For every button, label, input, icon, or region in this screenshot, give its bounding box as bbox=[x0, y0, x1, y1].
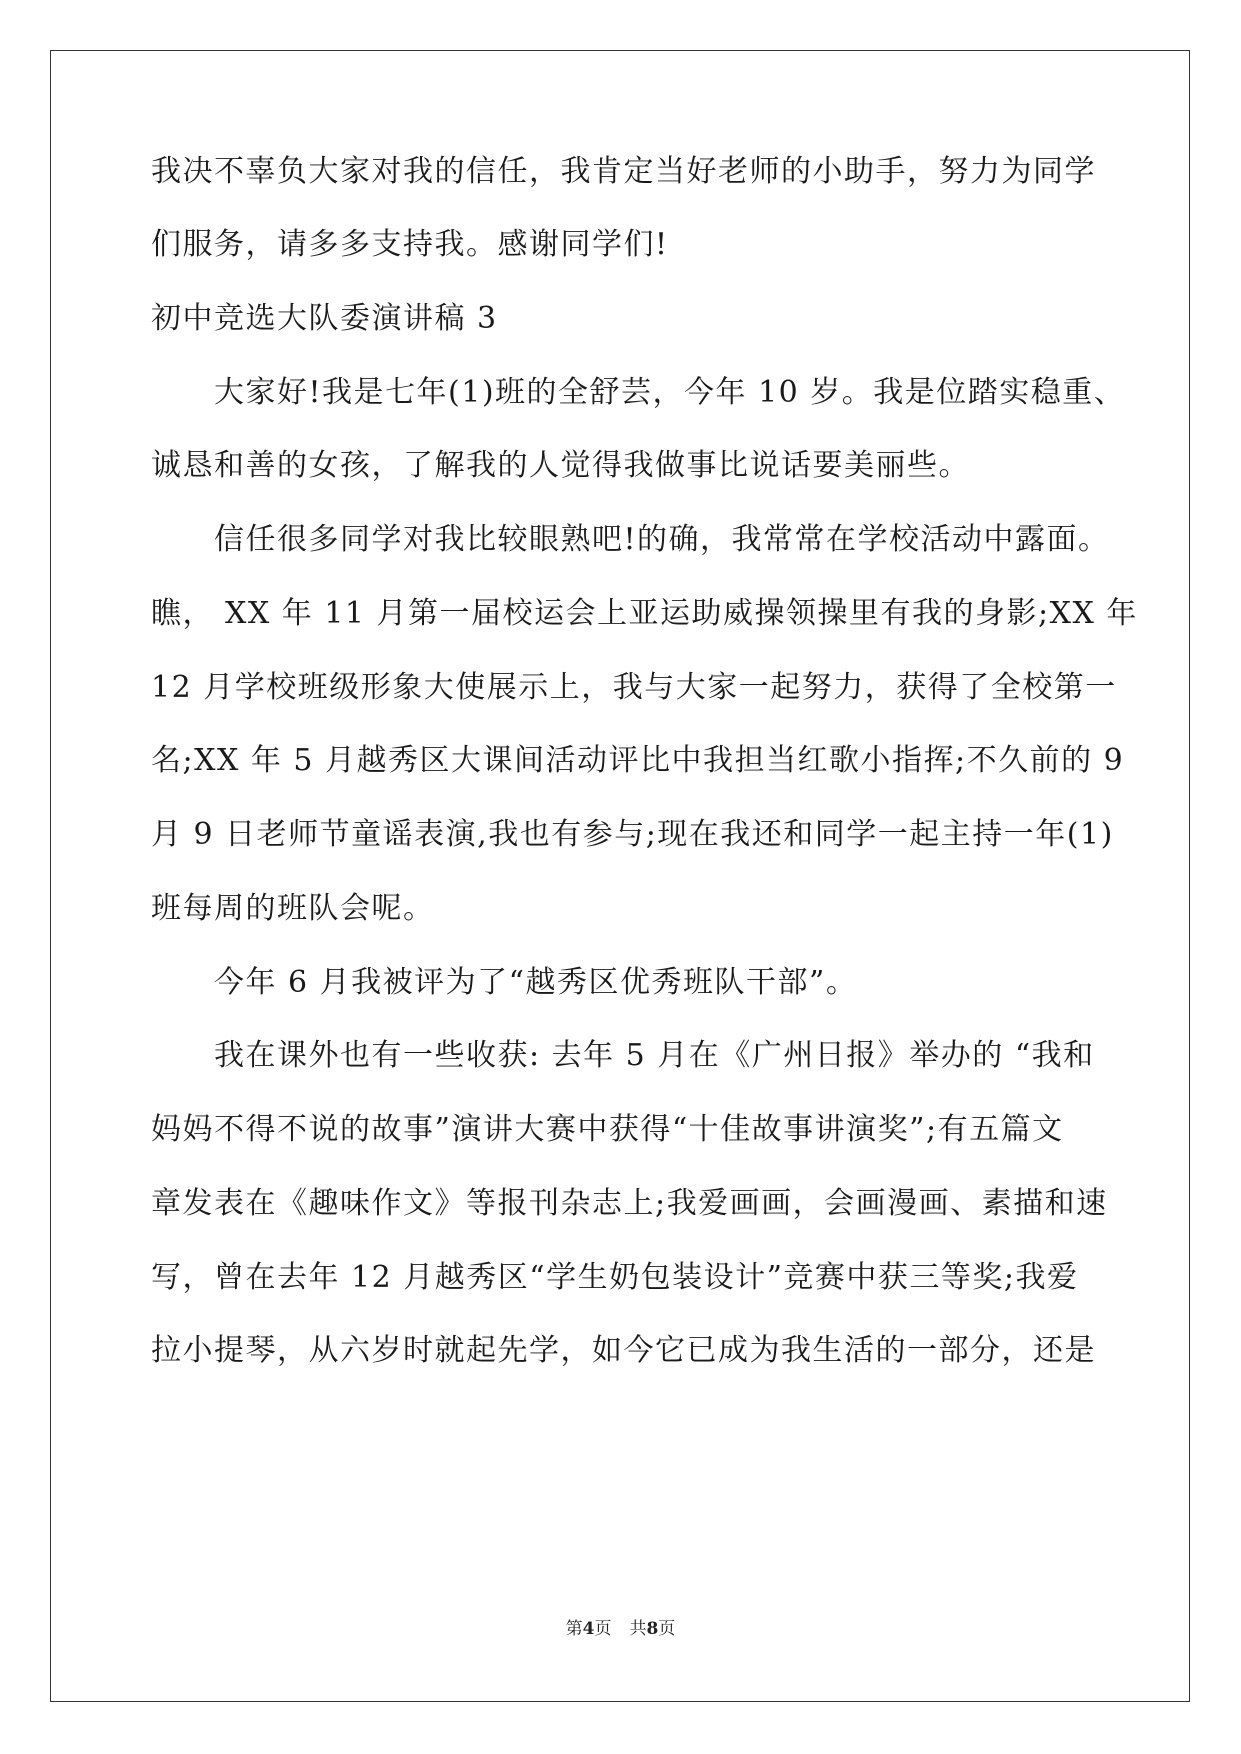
text-line: 班每周的班队会呢。 bbox=[151, 891, 435, 926]
footer-page-suffix: 页 bbox=[594, 1619, 612, 1639]
page-footer bbox=[0, 1618, 1241, 1640]
section-title: 初中竞选大队委演讲稿 3 bbox=[151, 301, 498, 336]
text-line: 诚恳和善的女孩，了解我的人觉得我做事比说话要美丽些。 bbox=[151, 448, 970, 483]
footer-page-prefix: 第 bbox=[565, 1619, 583, 1639]
text-line: 我在课外也有一些收获: 去年 5 月在《广州日报》举办的 “我和 bbox=[151, 1038, 1095, 1073]
footer-total-prefix: 共 bbox=[629, 1619, 647, 1639]
text-line: 月 9 日老师节童谣表演,我也有参与;现在我还和同学一起主持一年(1) bbox=[151, 817, 1114, 852]
text-line: 大家好!我是七年(1)班的全舒芸，今年 10 岁。我是位踏实稳重、 bbox=[151, 375, 1126, 410]
text-line: 章发表在《趣味作文》等报刊杂志上;我爱画画，会画漫画、素描和速 bbox=[151, 1186, 1108, 1221]
text-line: 信任很多同学对我比较眼熟吧!的确，我常常在学校活动中露面。 bbox=[151, 522, 1110, 557]
text-line: 写，曾在去年 12 月越秀区“学生奶包装设计”竞赛中获三等奖;我爱 bbox=[151, 1260, 1079, 1295]
text-line: 12 月学校班级形象大使展示上，我与大家一起努力，获得了全校第一 bbox=[151, 670, 1117, 705]
text-line: 妈妈不得不说的故事”演讲大赛中获得“十佳故事讲演奖”;有五篇文 bbox=[151, 1112, 1064, 1147]
footer-page-number: 4 bbox=[582, 1619, 595, 1639]
text-line: 我决不辜负大家对我的信任，我肯定当好老师的小助手，努力为同学 bbox=[151, 154, 1096, 189]
text-line: 今年 6 月我被评为了“越秀区优秀班队干部”。 bbox=[151, 965, 858, 1000]
text-line: 名;XX 年 5 月越秀区大课间活动评比中我担当红歌小指挥;不久前的 9 bbox=[151, 743, 1125, 778]
text-line: 们服务，请多多支持我。感谢同学们! bbox=[151, 227, 669, 262]
text-line: 瞧， XX 年 11 月第一届校运会上亚运助威操领操里有我的身影;XX 年 bbox=[151, 596, 1138, 631]
text-line: 拉小提琴，从六岁时就起先学，如今它已成为我生活的一部分，还是 bbox=[151, 1333, 1096, 1368]
footer-total-pages: 8 bbox=[646, 1619, 659, 1639]
page-border bbox=[50, 50, 1190, 1702]
footer-total-suffix: 页 bbox=[658, 1619, 676, 1639]
